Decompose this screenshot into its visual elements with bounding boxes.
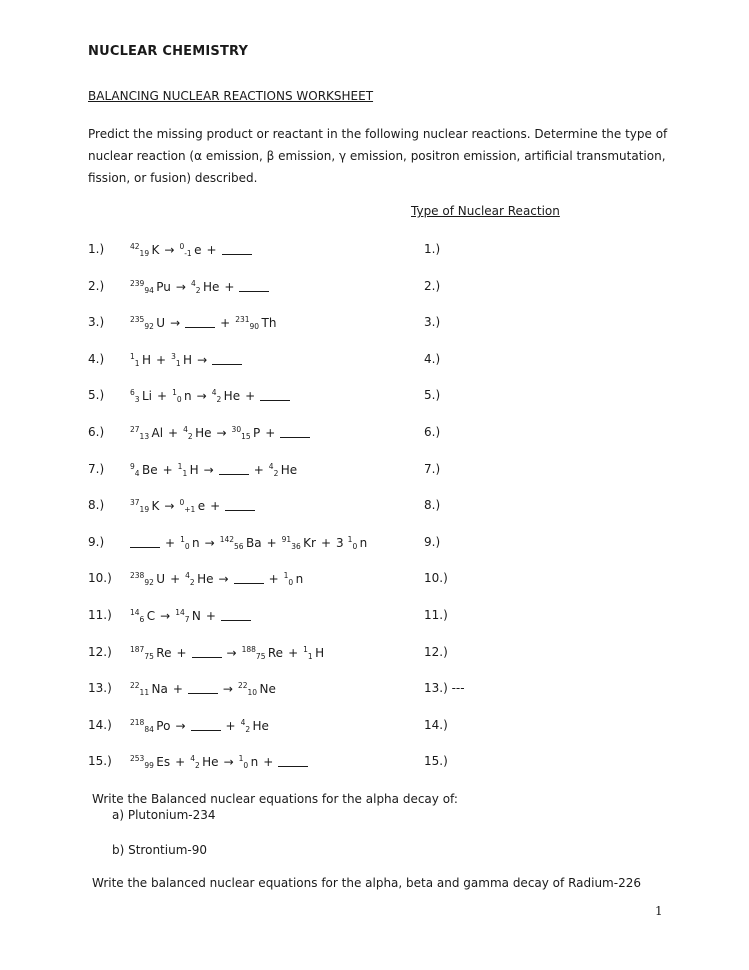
plus-sign: + — [172, 682, 183, 697]
element-symbol: K — [151, 499, 160, 514]
plus-sign: + — [220, 316, 231, 331]
reaction-equation — [130, 425, 310, 441]
atomic-number: 94 — [144, 285, 154, 295]
reaction-type-number: 10.) — [424, 571, 448, 586]
mass-number: 218 — [130, 717, 145, 727]
atomic-number: 1 — [175, 358, 181, 368]
element-symbol: He — [197, 572, 214, 587]
atomic-number: 0 — [243, 761, 249, 771]
atomic-number: 10 — [247, 688, 258, 698]
reaction-type-number: 1.) — [424, 242, 441, 256]
element-symbol: H — [141, 352, 151, 367]
reaction-number: 13.) — [88, 681, 112, 696]
mass-number: 231 — [235, 315, 250, 325]
mass-number: 1 — [238, 754, 244, 764]
element-symbol: He — [202, 279, 220, 294]
element-symbol: Li — [141, 389, 152, 404]
reaction-row — [0, 718, 749, 738]
reaction-type-number: 7.) — [424, 461, 441, 476]
plus-sign: + — [265, 426, 276, 440]
reaction-type-number: 6.) — [424, 425, 441, 439]
plus-sign: + — [205, 609, 216, 623]
reaction-number: 14.) — [88, 717, 112, 732]
answer-blank[interactable] — [191, 720, 221, 731]
reaction-row — [0, 352, 749, 372]
answer-blank[interactable] — [278, 756, 308, 767]
reaction-number: 8.) — [88, 498, 105, 513]
element-symbol: He — [223, 389, 241, 404]
reaction-number: 10.) — [88, 571, 112, 586]
isotope — [178, 462, 199, 478]
isotope — [175, 608, 201, 624]
atomic-number: 2 — [187, 432, 193, 441]
reaction-equation — [130, 718, 269, 734]
mass-number: 1 — [177, 461, 183, 471]
mass-number: 4 — [185, 571, 190, 581]
arrow-icon: → — [196, 389, 207, 404]
reaction-equation — [130, 608, 251, 624]
atomic-number: 36 — [291, 541, 301, 551]
element-symbol: Th — [261, 316, 277, 331]
element-symbol: Re — [156, 645, 172, 660]
isotope — [238, 681, 276, 697]
atomic-number: 84 — [144, 724, 154, 734]
reaction-equation — [130, 571, 303, 587]
atomic-number: 13 — [139, 432, 150, 441]
isotope — [241, 718, 269, 734]
mass-number: 14 — [175, 608, 185, 617]
mass-number: 4 — [240, 717, 246, 727]
isotope — [179, 498, 205, 514]
arrow-icon: → — [164, 499, 175, 514]
element-symbol: n — [192, 535, 200, 550]
atomic-number: 75 — [255, 651, 266, 661]
isotope — [284, 571, 304, 587]
mass-number: 6 — [130, 388, 135, 398]
atomic-number: 99 — [144, 761, 154, 771]
isotope — [348, 535, 368, 551]
reaction-row — [0, 681, 749, 701]
plus-sign: + — [245, 389, 256, 404]
mass-number: 3 — [171, 351, 176, 361]
isotope — [239, 754, 259, 770]
worksheet-subtitle: BALANCING NUCLEAR REACTIONS WORKSHEET — [88, 89, 374, 103]
arrow-icon: → — [164, 243, 175, 257]
isotope — [235, 315, 276, 331]
element-symbol: Ba — [245, 535, 262, 550]
reaction-equation — [130, 681, 276, 697]
element-symbol: N — [191, 609, 201, 623]
mass-number: 14 — [130, 608, 140, 617]
atomic-number: 2 — [194, 761, 200, 771]
reaction-row — [0, 279, 749, 299]
answer-blank[interactable] — [222, 244, 252, 255]
element-symbol: He — [202, 755, 219, 770]
plus-sign: + — [263, 755, 274, 770]
element-symbol: H — [315, 645, 325, 660]
mass-number: 4 — [268, 461, 274, 471]
answer-blank[interactable] — [185, 317, 215, 328]
isotope — [282, 535, 316, 551]
mass-number: 22 — [130, 681, 140, 691]
mass-number: 1 — [172, 388, 177, 398]
atomic-number: 2 — [245, 724, 251, 734]
arrow-icon: → — [175, 279, 186, 294]
atomic-number: -1 — [184, 249, 192, 258]
answer-blank[interactable] — [212, 354, 242, 365]
element-symbol: n — [359, 535, 368, 550]
reaction-number: 11.) — [88, 608, 112, 622]
isotope — [212, 388, 240, 404]
element-symbol: Po — [156, 718, 171, 733]
reaction-equation — [130, 754, 308, 770]
atomic-number: 2 — [195, 285, 201, 295]
isotope — [130, 462, 158, 478]
mass-number: 22 — [237, 681, 248, 691]
element-symbol: Es — [156, 755, 171, 770]
element-symbol: n — [295, 572, 304, 587]
reaction-number: 12.) — [88, 644, 112, 659]
mass-number: 1 — [303, 644, 308, 654]
isotope — [242, 645, 283, 661]
atomic-number: 6 — [139, 615, 145, 624]
arrow-icon: → — [160, 609, 171, 623]
isotope — [183, 425, 211, 441]
atomic-number: 0 — [184, 541, 190, 551]
isotope — [130, 718, 170, 734]
atomic-number: 19 — [139, 505, 150, 515]
arrow-icon: → — [175, 718, 186, 733]
reaction-type-number: 13.) --- — [424, 681, 465, 696]
answer-blank[interactable] — [225, 500, 255, 511]
answer-blank[interactable] — [234, 573, 264, 584]
page-title: NUCLEAR CHEMISTRY — [88, 44, 249, 59]
mass-number: 27 — [130, 425, 140, 434]
answer-blank[interactable] — [219, 464, 249, 475]
reaction-equation — [130, 498, 255, 514]
plus-sign: + — [170, 572, 181, 587]
arrow-icon: → — [218, 572, 229, 587]
reaction-number: 1.) — [88, 242, 105, 256]
atomic-number: 2 — [189, 578, 195, 588]
reaction-type-number: 5.) — [424, 388, 441, 403]
isotope — [185, 571, 213, 587]
isotope — [130, 571, 165, 587]
plus-sign: + — [320, 535, 332, 550]
plus-sign: + — [168, 426, 179, 440]
mass-number: 238 — [130, 571, 145, 581]
isotope — [130, 754, 170, 770]
isotope — [171, 352, 192, 368]
isotope — [269, 462, 297, 478]
atomic-number: 15 — [241, 432, 251, 441]
mass-number: 42 — [130, 242, 140, 251]
atomic-number: 0 — [352, 541, 358, 551]
reaction-equation — [130, 279, 269, 295]
mass-number: 37 — [130, 498, 140, 508]
atomic-number: 90 — [249, 322, 260, 332]
plus-sign: + — [176, 645, 187, 660]
reaction-number: 7.) — [88, 461, 105, 476]
element-symbol: Pu — [156, 279, 171, 294]
reaction-equation — [130, 462, 297, 478]
arrow-icon: → — [170, 316, 181, 331]
answer-blank[interactable] — [221, 610, 251, 621]
reaction-number: 15.) — [88, 754, 112, 769]
atomic-number: 4 — [134, 468, 140, 478]
element-symbol: Be — [141, 462, 158, 477]
atomic-number: 1 — [307, 651, 313, 661]
mass-number: 253 — [130, 754, 145, 764]
answer-blank[interactable] — [280, 427, 310, 438]
mass-number: 9 — [130, 461, 135, 471]
isotope — [232, 425, 261, 441]
arrow-icon: → — [216, 426, 227, 440]
atomic-number: 0 — [288, 578, 294, 588]
reaction-number: 3.) — [88, 315, 105, 330]
plus-sign: + — [156, 352, 167, 367]
element-symbol: e — [194, 243, 202, 257]
mass-number: 0 — [179, 242, 185, 251]
element-symbol: U — [156, 572, 166, 587]
isotope — [130, 425, 163, 441]
isotope — [130, 498, 159, 514]
plus-sign: + — [268, 572, 279, 587]
answer-blank[interactable] — [188, 683, 218, 694]
reaction-number: 5.) — [88, 388, 105, 403]
plus-sign: + — [165, 535, 176, 550]
element-symbol: C — [146, 609, 156, 623]
question-item-a: a) Plutonium-234 — [112, 808, 216, 822]
mass-number: 187 — [130, 644, 145, 654]
isotope — [179, 242, 201, 258]
isotope — [172, 388, 192, 404]
arrow-icon: → — [226, 645, 237, 660]
isotope — [130, 315, 165, 331]
atomic-number: 92 — [144, 578, 154, 588]
mass-number: 4 — [211, 388, 217, 398]
reaction-number: 2.) — [88, 278, 105, 293]
atomic-number: 56 — [234, 541, 244, 551]
element-symbol: n — [184, 389, 192, 404]
reaction-number: 6.) — [88, 425, 105, 439]
reaction-type-number: 2.) — [424, 278, 441, 293]
reaction-row — [0, 498, 749, 518]
mass-number: 4 — [183, 425, 188, 434]
reaction-row — [0, 242, 749, 262]
arrow-icon: → — [222, 682, 233, 697]
plus-sign: + — [157, 389, 168, 404]
reaction-row — [0, 315, 749, 335]
reaction-row — [0, 608, 749, 628]
element-symbol: He — [195, 426, 212, 440]
isotope — [220, 535, 262, 551]
mass-number: 1 — [347, 534, 353, 544]
element-symbol: He — [252, 718, 269, 733]
atomic-number: 92 — [144, 322, 154, 332]
plus-sign: + — [288, 645, 299, 660]
question-item-b: b) Strontium-90 — [112, 843, 207, 857]
element-symbol: Na — [151, 682, 168, 697]
mass-number: 91 — [281, 534, 292, 544]
mass-number: 1 — [180, 534, 185, 544]
arrow-icon: → — [203, 462, 214, 477]
reaction-equation — [130, 242, 252, 258]
answer-blank[interactable] — [260, 390, 290, 401]
reaction-row — [0, 535, 749, 555]
answer-blank[interactable] — [130, 537, 160, 548]
isotope — [130, 279, 171, 295]
reaction-row — [0, 462, 749, 482]
mass-number: 30 — [231, 425, 242, 434]
element-symbol: H — [189, 462, 199, 477]
mass-number: 188 — [241, 644, 256, 654]
element-symbol: Kr — [303, 535, 316, 550]
reaction-equation — [130, 645, 324, 661]
isotope — [180, 535, 200, 551]
reaction-number: 9.) — [88, 534, 105, 549]
element-symbol: He — [280, 462, 298, 477]
page-number: 1 — [655, 904, 663, 918]
arrow-icon: → — [197, 352, 208, 367]
isotope — [130, 608, 155, 624]
element-symbol: n — [250, 755, 259, 770]
isotope — [130, 352, 151, 368]
atomic-number: 19 — [139, 249, 150, 258]
isotope — [130, 242, 159, 258]
plus-sign: + — [253, 462, 264, 477]
mass-number: 1 — [130, 351, 135, 361]
element-symbol: K — [151, 243, 160, 257]
answer-blank[interactable] — [239, 281, 269, 292]
isotope — [130, 681, 168, 697]
reaction-row — [0, 425, 749, 445]
atomic-number: 7 — [184, 615, 190, 624]
reaction-row — [0, 571, 749, 591]
atomic-number: 2 — [216, 395, 222, 405]
reaction-number: 4.) — [88, 351, 105, 366]
atomic-number: 1 — [134, 358, 140, 368]
isotope — [130, 645, 171, 661]
element-symbol: Al — [151, 426, 164, 440]
plus-sign: + — [224, 279, 235, 294]
element-symbol: Re — [267, 645, 284, 660]
coefficient: 3 — [336, 535, 344, 550]
reaction-equation — [130, 352, 242, 368]
plus-sign: + — [225, 718, 236, 733]
atomic-number: 1 — [182, 468, 188, 478]
plus-sign: + — [175, 755, 186, 770]
reaction-type-number: 8.) — [424, 498, 441, 513]
element-symbol: U — [156, 316, 166, 331]
atomic-number: 11 — [139, 688, 150, 698]
reaction-type-number: 12.) — [424, 644, 448, 659]
isotope — [303, 645, 324, 661]
reaction-type-number: 15.) — [424, 754, 448, 769]
type-column-header: Type of Nuclear Reaction — [411, 204, 560, 218]
answer-blank[interactable] — [192, 647, 222, 658]
reaction-row — [0, 388, 749, 408]
atomic-number: 0 — [176, 395, 182, 405]
arrow-icon: → — [204, 535, 215, 550]
mass-number: 235 — [130, 315, 145, 325]
reaction-type-number: 3.) — [424, 315, 441, 330]
reaction-equation — [130, 535, 367, 551]
reaction-type-number: 14.) — [424, 717, 448, 732]
reaction-row — [0, 645, 749, 665]
mass-number: 1 — [283, 571, 289, 581]
element-symbol: P — [253, 426, 261, 440]
plus-sign: + — [210, 499, 221, 514]
isotope — [191, 279, 219, 295]
mass-number: 142 — [219, 534, 235, 544]
element-symbol: e — [197, 499, 206, 514]
element-symbol: H — [183, 352, 193, 367]
isotope — [190, 754, 218, 770]
reaction-type-number: 11.) — [424, 608, 448, 622]
reaction-type-number: 9.) — [424, 534, 441, 549]
element-symbol: Ne — [259, 682, 276, 697]
reaction-equation — [130, 315, 276, 331]
reaction-type-number: 4.) — [424, 351, 441, 366]
atomic-number: 75 — [144, 651, 154, 661]
isotope — [130, 388, 152, 404]
instructions: Predict the missing product or reactant in the following nuclear reactions. Determine the type of nuclear reaction (α emission, β emission, γ emission, positron emission, artificial transmutation, fission, or fusion) described. — [88, 127, 668, 185]
arrow-icon: → — [223, 755, 234, 770]
plus-sign: + — [162, 462, 173, 477]
alpha-decay-prompt: Write the Balanced nuclear equations for the alpha decay of: — [92, 792, 458, 806]
mass-number: 239 — [130, 278, 145, 288]
mass-number: 4 — [190, 754, 195, 764]
radium-prompt: Write the balanced nuclear equations for the alpha, beta and gamma decay of Radium-226 — [92, 876, 641, 890]
atomic-number: 3 — [134, 395, 140, 405]
mass-number: 0 — [179, 498, 185, 508]
plus-sign: + — [206, 243, 217, 257]
reaction-equation — [130, 388, 290, 404]
atomic-number: +1 — [184, 505, 196, 515]
plus-sign: + — [266, 535, 277, 550]
reaction-row — [0, 754, 749, 774]
mass-number: 4 — [190, 278, 196, 288]
atomic-number: 2 — [273, 468, 279, 478]
